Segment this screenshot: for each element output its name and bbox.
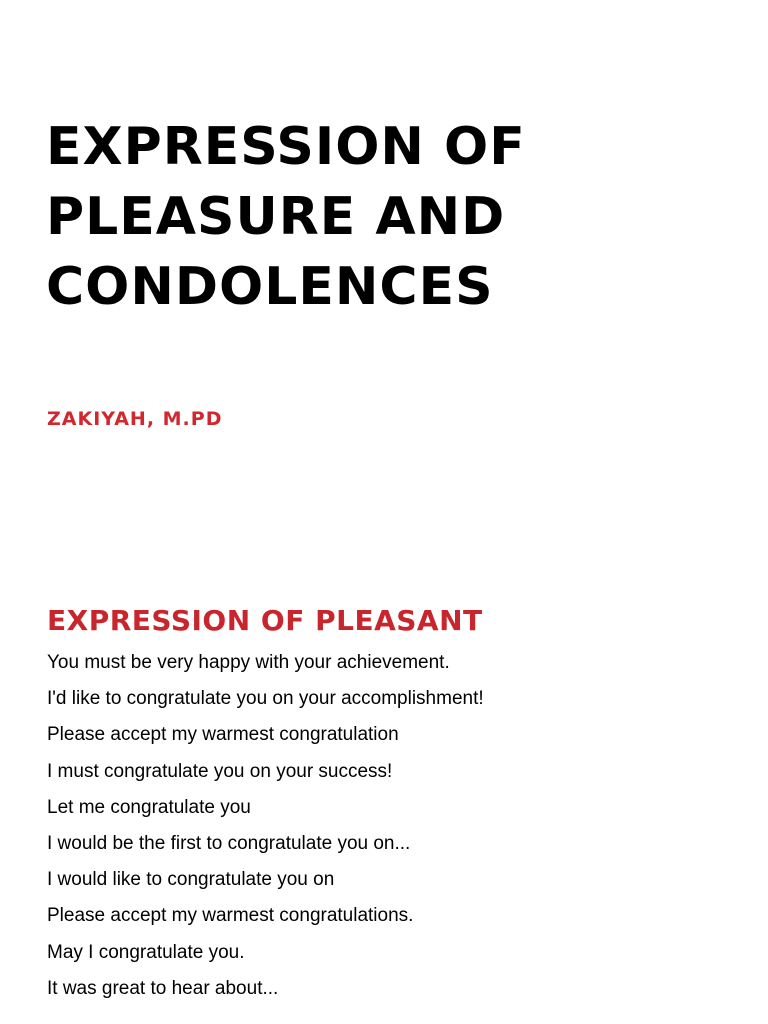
phrase-item: Please accept my warmest congratulation	[47, 724, 399, 746]
slide-title	[46, 112, 736, 322]
title-line-2: PLEASURE AND	[46, 187, 506, 247]
phrase-item: Let me congratulate you	[47, 796, 251, 818]
title-line-3: CONDOLENCES	[46, 257, 494, 317]
author-subtitle: ZAKIYAH, M.PD	[47, 408, 223, 430]
section-heading: EXPRESSION OF PLEASANT	[47, 604, 483, 637]
phrase-item: Please accept my warmest congratulations.	[47, 905, 414, 927]
content-slide	[0, 560, 768, 1024]
phrase-item: You must be very happy with your achievement.	[47, 652, 450, 673]
phrase-item: I must congratulate you on your success!	[47, 760, 393, 782]
phrase-item: May I congratulate you.	[47, 941, 245, 963]
phrase-list	[47, 651, 484, 1013]
phrase-item: I'd like to congratulate you on your accomplishment!	[47, 688, 484, 710]
title-line-1: EXPRESSION OF	[46, 117, 526, 177]
phrase-item: I would be the first to congratulate you on...	[47, 832, 411, 854]
phrase-item: It was great to hear about...	[47, 977, 279, 999]
phrase-item: I would like to congratulate you on	[47, 869, 335, 891]
